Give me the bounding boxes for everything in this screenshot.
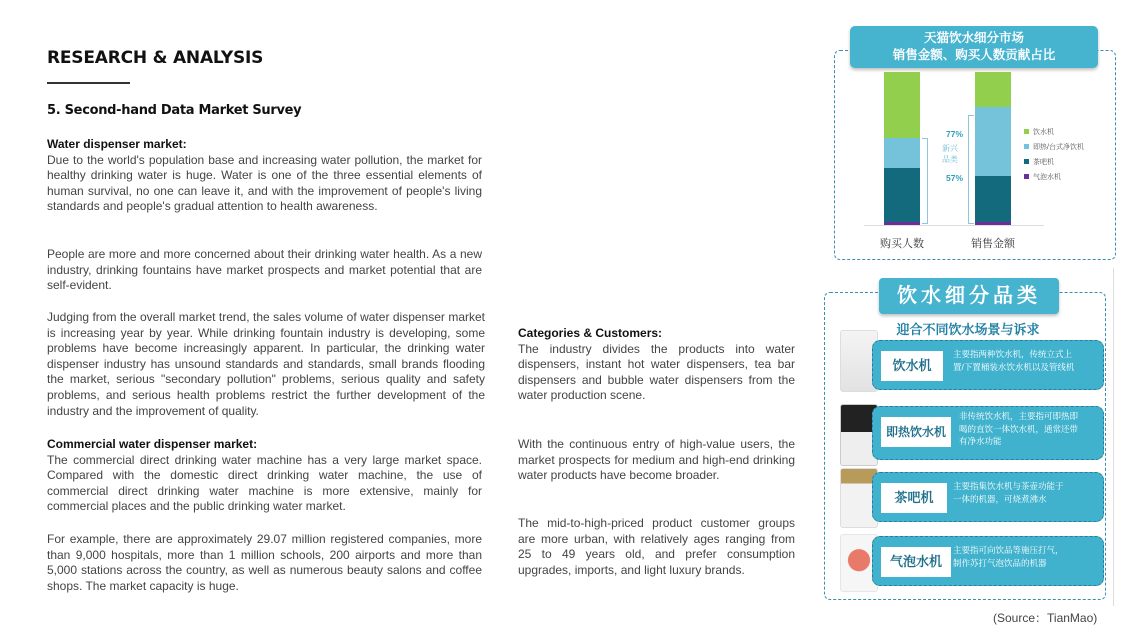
source-citation: (Source：TianMao) [993, 611, 1098, 625]
paragraph: Judging from the overall market trend, the sales volume of water dispenser market is increasing year by year. While drinking fountain industry is developing, some problems have become increasingly apparent. In particular, the drinking water dispenser industry has unsound standards and standards, small brands flooding the market, serious "secondary pollution" problems, serious quality and safety problems, and serious health problems restrict the further development of the industry and the improvement of quality. [47, 310, 485, 418]
emerging-label-line-2: 品类 [942, 155, 958, 164]
paragraph: Due to the world's population base and increasing water pollution, the market for healthy drinking water is huge. Water is one of the three essential elements of human survival, no one can leave it, and with the improvement of people's living standards and people's gradual attention to health awareness. [47, 152, 482, 214]
bar-segment [975, 72, 1011, 107]
bar-segment [884, 72, 920, 138]
category-row-bubble-water [872, 536, 1104, 586]
desc-line: 主要指集饮水机与茶壶功能于 [953, 481, 1064, 491]
legend-label: 饮水机 [1033, 128, 1054, 136]
emerging-category-label [940, 143, 960, 165]
water-dispenser-paragraph-3 [47, 310, 485, 419]
category-desc [953, 348, 1074, 373]
category-name: 茶吧机 [881, 483, 947, 513]
categories-paragraph-3 [518, 516, 795, 578]
commercial-paragraph-2 [47, 532, 482, 594]
legend-label: 即热/台式净饮机 [1033, 143, 1084, 151]
categories-paragraph-2 [518, 437, 795, 484]
category-name: 气泡水机 [881, 547, 951, 577]
annotation-brace-sales [968, 115, 974, 224]
category-desc [953, 480, 1064, 505]
bar-buyers [884, 72, 920, 225]
desc-line: 喝的直饮一体饮水机，通常还带 [959, 423, 1079, 434]
category-name: 饮水机 [881, 351, 943, 381]
paragraph: The commercial direct drinking water machine has a very large market space. Compared with the domestic direct drinking water machine, the use of commercial direct drinking water machine is more extensive, mainly for commercial places and the public drinking water market. [47, 452, 482, 514]
desc-line: 有净水功能 [959, 436, 1002, 446]
water-dispenser-heading: Water dispenser market: [47, 137, 187, 151]
categories-heading: Categories & Customers: [518, 326, 663, 340]
legend-item [1024, 124, 1084, 139]
chart-legend [1024, 124, 1084, 184]
category-desc [953, 544, 1064, 569]
infographic-title: 饮水细分品类 [879, 278, 1059, 314]
legend-swatch [1024, 174, 1029, 179]
title-divider [47, 82, 130, 84]
bar-segment [884, 138, 920, 169]
desc-line: 一体的机器，可烧煮沸水 [953, 493, 1047, 504]
category-name: 即热饮水机 [881, 417, 951, 447]
legend-swatch [1024, 129, 1029, 134]
legend-item [1024, 169, 1084, 184]
category-row-tea-bar [872, 472, 1104, 522]
desc-line: 制作苏打气泡饮品的机器 [953, 557, 1047, 568]
paragraph: The mid-to-high-priced product customer groups are more urban, with relatively ages ranging from 25 to 49 years old, and prefer consumption upgrades, imports, and light luxury brands. [518, 516, 795, 577]
x-label-sales: 销售金额 [971, 238, 1015, 250]
infographic-subtitle: 迎合不同饮水场景与诉求 [896, 322, 1040, 337]
emerging-label-line-1: 新兴 [942, 144, 958, 153]
bar-segment [884, 168, 920, 222]
section-title: 5. Second-hand Data Market Survey [47, 103, 302, 118]
legend-label: 茶吧机 [1033, 158, 1054, 166]
annotation-77: 77% [946, 129, 964, 139]
paragraph: With the continuous entry of high-value users, the market prospects for medium and high-end drinking water products have become broader. [518, 437, 795, 483]
categories-infographic [822, 268, 1114, 606]
categories-section [518, 326, 795, 404]
water-dispenser-paragraph-2 [47, 247, 482, 294]
legend-item [1024, 154, 1084, 169]
x-label-buyers: 购买人数 [880, 238, 924, 250]
desc-line: 非传统饮水机，主要指可即热即 [959, 411, 1079, 421]
bar-sales [975, 72, 1011, 225]
annotation-brace-buyers [922, 138, 928, 224]
desc-line: 置/下置桶装水饮水机以及管线机 [953, 361, 1075, 372]
desc-line: 主要指可向饮品等施压打气， [953, 545, 1064, 555]
chart-title [850, 26, 1098, 68]
water-dispenser-section [47, 137, 482, 215]
annotation-57: 57% [946, 173, 964, 183]
chart-title-line-2: 销售金额、购买人数贡献占比 [892, 48, 1056, 62]
commercial-heading: Commercial water dispenser market: [47, 437, 258, 451]
desc-line: 主要指两种饮水机，传统立式上 [953, 349, 1073, 359]
legend-item [1024, 139, 1084, 154]
commercial-section [47, 437, 482, 515]
category-row-instant-hot [872, 406, 1104, 460]
paragraph: People are more and more concerned about their drinking water health. As a new industry, drinking fountains have market prospects and market potential that are self-evident. [47, 247, 482, 293]
legend-swatch [1024, 159, 1029, 164]
category-row-water-dispenser [872, 340, 1104, 390]
category-desc [959, 410, 1078, 448]
bar-segment [975, 176, 1011, 222]
paragraph: For example, there are approximately 29.07 million registered companies, more than 9,000 hospitals, more than 1 million schools, 200 airports and more than 5,000 stations across the country, as well as numerous beauty salons and coffee shops. The market capacity is huge. [47, 532, 482, 593]
market-share-chart [830, 26, 1122, 262]
chart-title-line-1: 天猫饮水细分市场 [923, 31, 1024, 45]
bar-segment [975, 107, 1011, 176]
legend-swatch [1024, 144, 1029, 149]
chart-baseline [864, 225, 1044, 226]
legend-label: 气泡水机 [1033, 173, 1061, 181]
paragraph: The industry divides the products into water dispensers, instant hot water dispensers, tea bar dispensers and bubble water dispensers from the water production scene. [518, 341, 795, 403]
page-title: RESEARCH & ANALYSIS [47, 48, 264, 68]
